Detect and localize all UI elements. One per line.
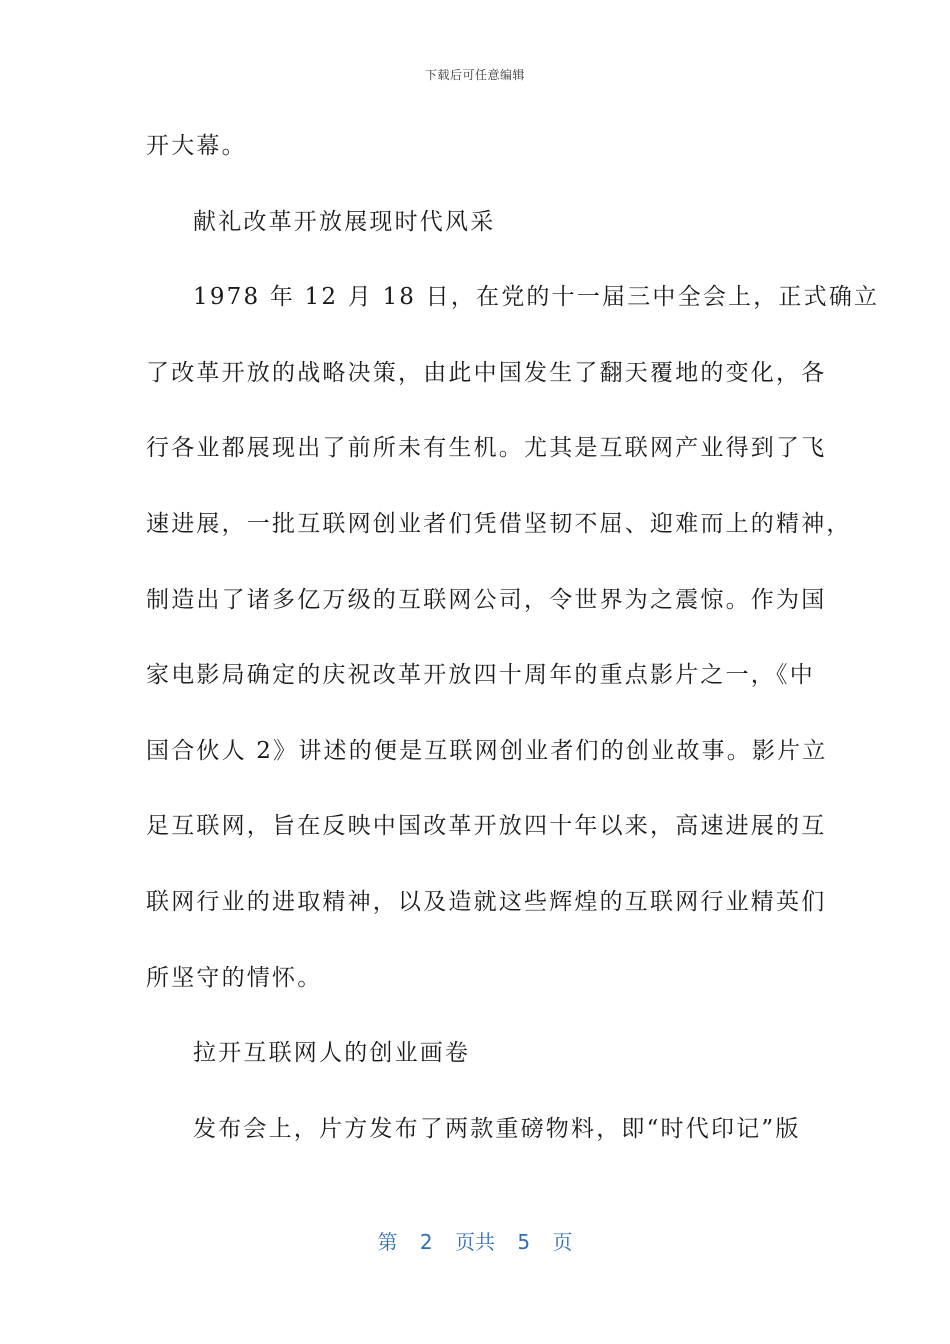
- text-line: 制造出了诸多亿万级的互联网公司，令世界为之震惊。作为国: [146, 586, 827, 613]
- text-line: 所坚守的情怀。: [146, 964, 323, 991]
- text-line: 献礼改革开放展现时代风采: [193, 208, 496, 235]
- text-line: 1978 年 12 月 18 日，在党的十一届三中全会上，正式确立: [193, 284, 880, 311]
- footer-total-pages: 5: [517, 1230, 531, 1254]
- text-line: 足互联网，旨在反映中国改革开放四十年以来，高速进展的互: [146, 813, 827, 840]
- text-line: 开大幕。: [146, 133, 247, 159]
- text-line: 联网行业的进取精神，以及造就这些辉煌的互联网行业精英们: [146, 888, 827, 915]
- text-line: 发布会上，片方发布了两款重磅物料，即“时代印记”版: [193, 1115, 801, 1142]
- footer-label-di: 第: [377, 1230, 398, 1254]
- text-line: 行各业都展现出了前所未有生机。尤其是互联网产业得到了飞: [146, 435, 827, 462]
- text-line: 了改革开放的战略决策，由此中国发生了翻天覆地的变化，各: [146, 359, 827, 386]
- page-number-footer: [0, 1226, 950, 1255]
- text-line: 速进展，一批互联网创业者们凭借坚韧不屈、迎难而上的精神，: [146, 510, 852, 537]
- footer-label-ye-gong: 页共: [455, 1230, 495, 1254]
- text-line: 拉开互联网人的创业画卷: [193, 1040, 471, 1067]
- text-line: 国合伙人 2》讲述的便是互联网创业者们的创业故事。影片立: [146, 737, 828, 764]
- text-line: 家电影局确定的庆祝改革开放四十周年的重点影片之一，《中: [146, 662, 815, 689]
- footer-current-page: 2: [419, 1230, 433, 1254]
- footer-label-ye: 页: [552, 1230, 573, 1254]
- header-note: 下载后可任意编辑: [424, 68, 525, 82]
- document-body: [146, 126, 880, 1184]
